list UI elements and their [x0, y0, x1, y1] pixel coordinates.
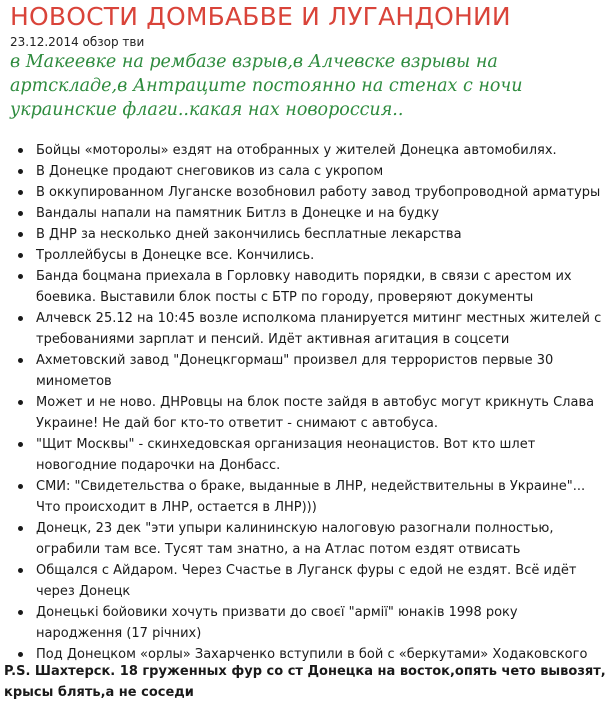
list-item: СМИ: "Свидетельства о браке, выданные в ЛНР, недействительны в Украине"... Что происходит в ЛНР, остается в ЛНР))): [14, 476, 606, 518]
list-item: Бойцы «моторолы» ездят на отобранных у жителей Донецка автомобилях.: [14, 140, 606, 161]
list-item: В Донецке продают снеговиков из сала с укропом: [14, 161, 606, 182]
news-list: [14, 140, 606, 665]
list-item: Троллейбусы в Донецке все. Кончились.: [14, 245, 606, 266]
list-item: В оккупированном Луганске возобновил работу завод трубопроводной арматуры: [14, 182, 606, 203]
lead-text: в Макеевке на рембазе взрыв,в Алчевске взрывы на артскладе,в Антраците постоянно на стенах с ночи украинские флаги..какая нах новороссия..: [10, 52, 523, 120]
post-meta: 23.12.2014 обзор тви: [10, 35, 145, 49]
list-item: Под Донецком «орлы» Захарченко вступили в бой с «беркутами» Ходаковского: [14, 644, 606, 665]
list-item: Алчевск 25.12 на 10:45 возле исполкома планируется митинг местных жителей с требованиями зарплат и пенсий. Идёт активная агитация в соцсети: [14, 308, 606, 350]
list-item: Может и не ново. ДНРовцы на блок посте зайдя в автобус могут крикнуть Слава Украине! Не дай бог кто-то ответит - снимают с автобуса.: [14, 392, 606, 434]
list-item: "Щит Москвы" - скинхедовская организация неонацистов. Вот кто шлет новогодние подарочки на Донбасс.: [14, 434, 606, 476]
list-item: Донецк, 23 дек "эти упыри калининскую налоговую разогнали полностью, ограбили там все. Тусят там знатно, а на Атлас потом ездят отвисать: [14, 518, 606, 560]
list-item: Вандалы напали на памятник Битлз в Донецке и на будку: [14, 203, 606, 224]
list-item: Ахметовский завод "Донецкгормаш" произвел для террористов первые 30 минометов: [14, 350, 606, 392]
page-title: НОВОСТИ ДОМБАБВЕ И ЛУГАНДОНИИ: [10, 2, 511, 31]
list-item: В ДНР за несколько дней закончились бесплатные лекарства: [14, 224, 606, 245]
list-item: Донецькі бойовики хочуть призвати до своєї "армії" юнаків 1998 року народження (17 річних): [14, 602, 606, 644]
list-item: Общался с Айдаром. Через Счастье в Луганск фуры с едой не ездят. Всё идёт через Донецк: [14, 560, 606, 602]
postscript-text: P.S. Шахтерск. 18 груженных фур со ст Донецка на восток,опять чето вывозят, крысы блять,а не соседи: [4, 664, 606, 700]
list-item: Банда боцмана приехала в Горловку наводить порядки, в связи с арестом их боевика. Выставили блок посты с БТР по городу, проверяют документы: [14, 266, 606, 308]
